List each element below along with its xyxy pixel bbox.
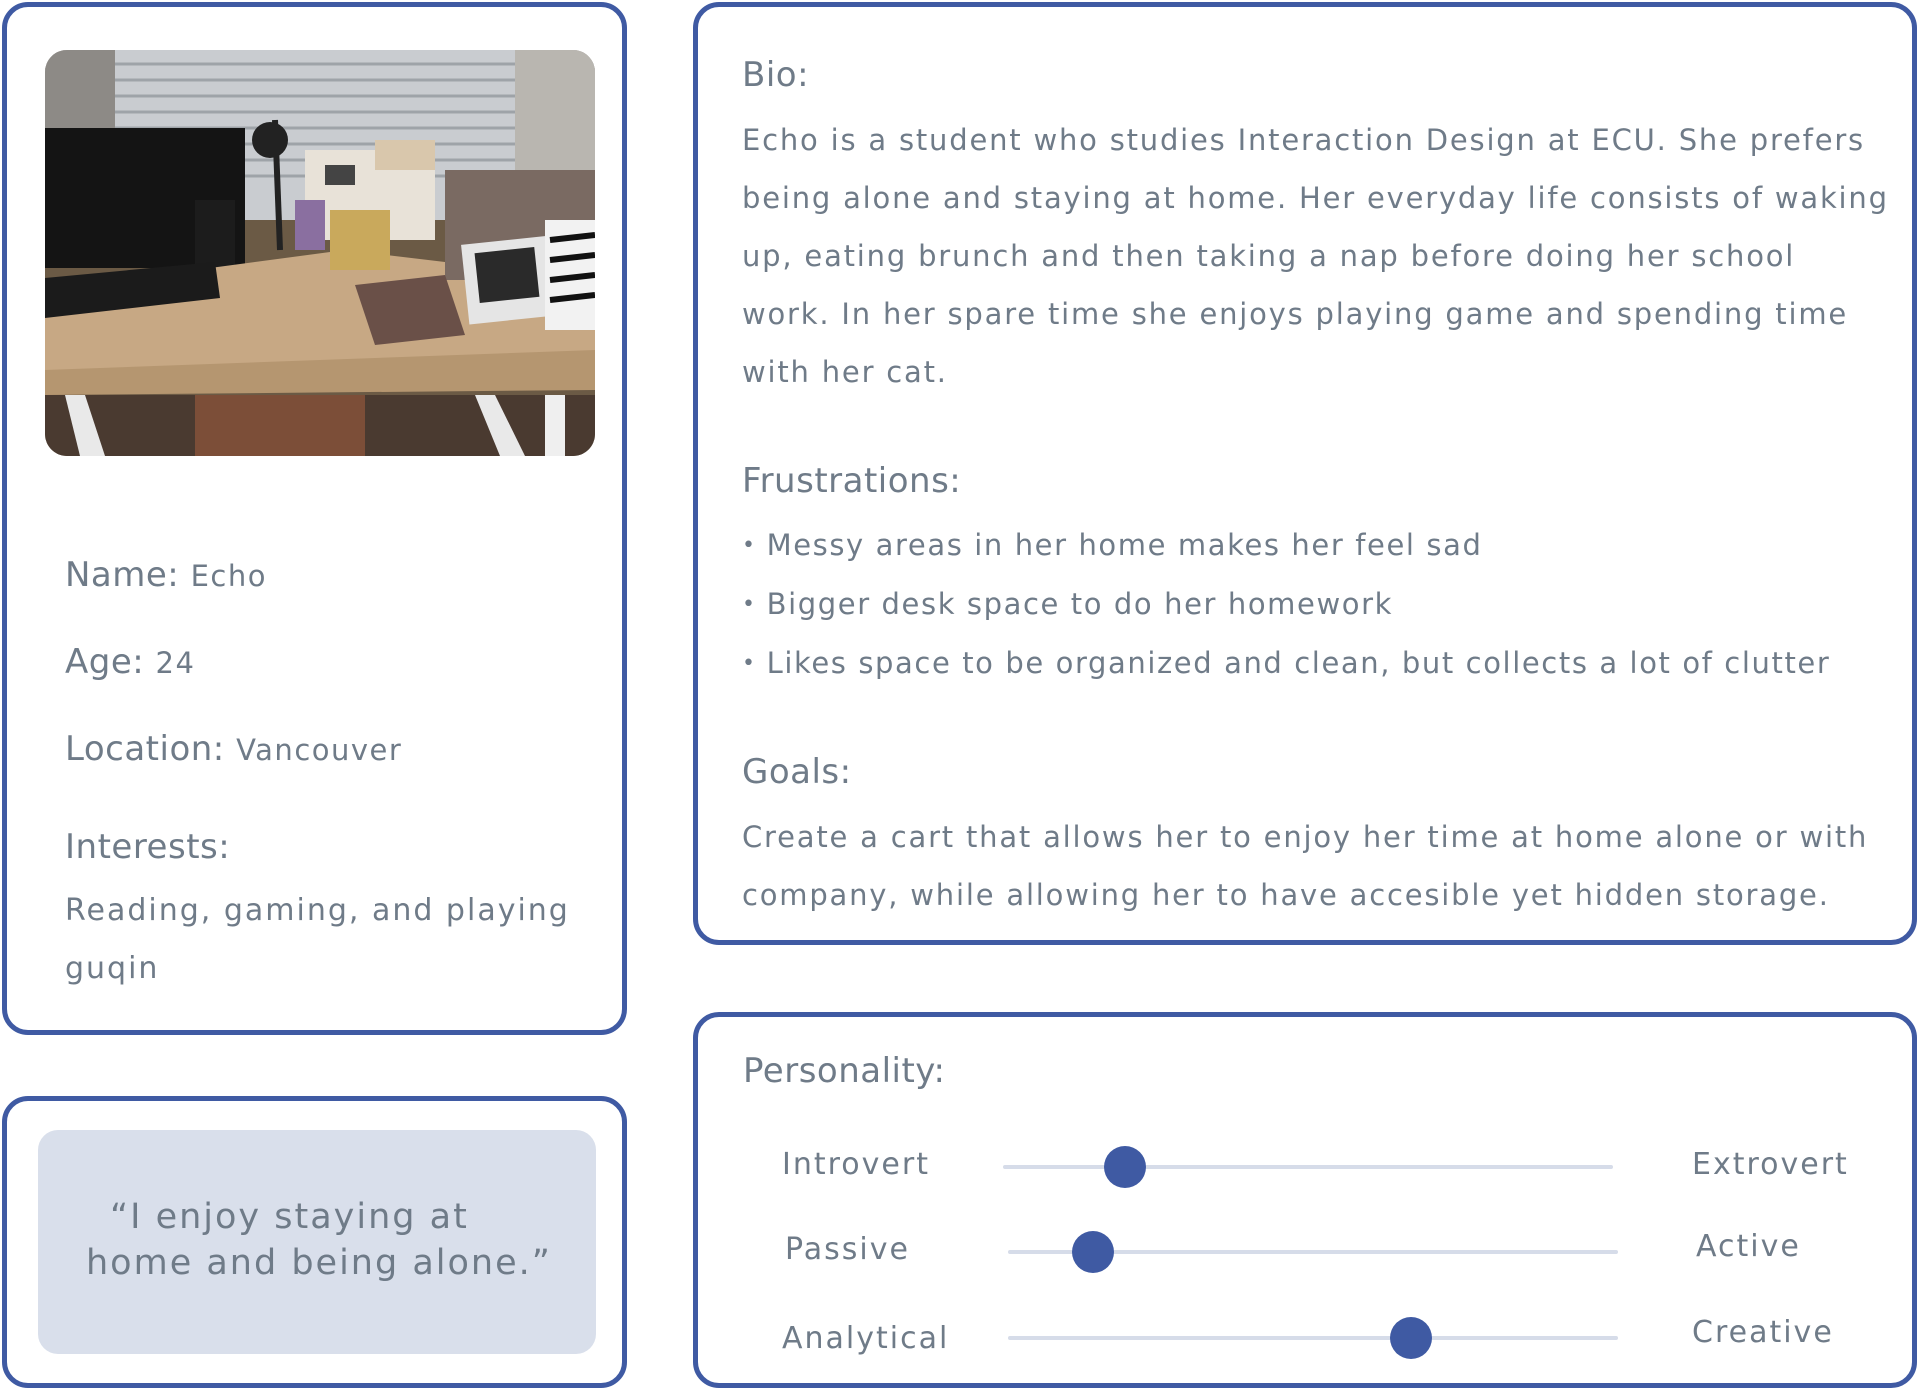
- bullet-icon: •: [742, 533, 757, 558]
- profile-card: [2, 2, 627, 1035]
- personality-title: Personality:: [743, 1051, 946, 1091]
- slider-left-label: Introvert: [782, 1147, 930, 1182]
- profile-photo: [45, 50, 595, 456]
- location-label: Location:: [65, 729, 225, 769]
- slider-passive-active: [698, 1229, 1912, 1292]
- slider-analytical-creative: [698, 1315, 1912, 1381]
- interests-value: Reading, gaming, and playing guqin: [65, 893, 570, 986]
- slider-track[interactable]: [1003, 1165, 1613, 1169]
- bullet-icon: •: [742, 592, 757, 617]
- slider-track[interactable]: [1008, 1250, 1618, 1254]
- frustration-item: • Bigger desk space to do her homework: [742, 587, 1394, 621]
- bullet-icon: •: [742, 651, 757, 676]
- slider-left-label: Passive: [785, 1232, 910, 1267]
- goals-text: Create a cart that allows her to enjoy her time at home alone or with company, while allowing her to have accesible yet hidden storage.: [742, 820, 1869, 912]
- slider-thumb[interactable]: [1072, 1231, 1114, 1273]
- age-label: Age:: [65, 642, 145, 682]
- frustration-item: • Messy areas in her home makes her feel sad: [742, 528, 1483, 562]
- name-label: Name:: [65, 555, 180, 595]
- slider-right-label: Active: [1696, 1229, 1801, 1264]
- bio-title: Bio:: [742, 55, 810, 95]
- slider-thumb[interactable]: [1104, 1146, 1146, 1188]
- bio-card: [693, 2, 1917, 945]
- name-field: [65, 555, 267, 595]
- interests-label: Interests:: [65, 827, 231, 867]
- name-value: Echo: [190, 559, 267, 593]
- slider-left-label: Analytical: [782, 1321, 950, 1356]
- location-value: Vancouver: [236, 733, 403, 767]
- age-value: 24: [155, 646, 196, 680]
- slider-right-label: Creative: [1692, 1315, 1834, 1350]
- desk-photo-image: [45, 50, 595, 456]
- location-field: [65, 729, 402, 769]
- quote-card: [2, 1096, 627, 1388]
- slider-track[interactable]: [1008, 1336, 1618, 1340]
- personality-card: [693, 1012, 1917, 1388]
- quote-text: “I enjoy staying at home and being alone.”: [86, 1197, 552, 1283]
- bio-text: Echo is a student who studies Interaction Design at ECU. She prefers being alone and staying at home. Her everyday life consists of waking up, eating brunch and then taking a nap before doing her school work. In her spare time she enjoys playing game and spending time with her cat.: [742, 123, 1889, 389]
- age-field: [65, 642, 195, 682]
- goals-title: Goals:: [742, 752, 852, 792]
- frustrations-title: Frustrations:: [742, 461, 962, 501]
- frustrations-list: [742, 516, 1830, 693]
- frustration-item: • Likes space to be organized and clean, but collects a lot of clutter: [742, 646, 1831, 680]
- quote-box: [38, 1130, 596, 1354]
- slider-introvert-extrovert: [698, 1147, 1912, 1207]
- slider-right-label: Extrovert: [1692, 1147, 1849, 1182]
- slider-thumb[interactable]: [1390, 1317, 1432, 1359]
